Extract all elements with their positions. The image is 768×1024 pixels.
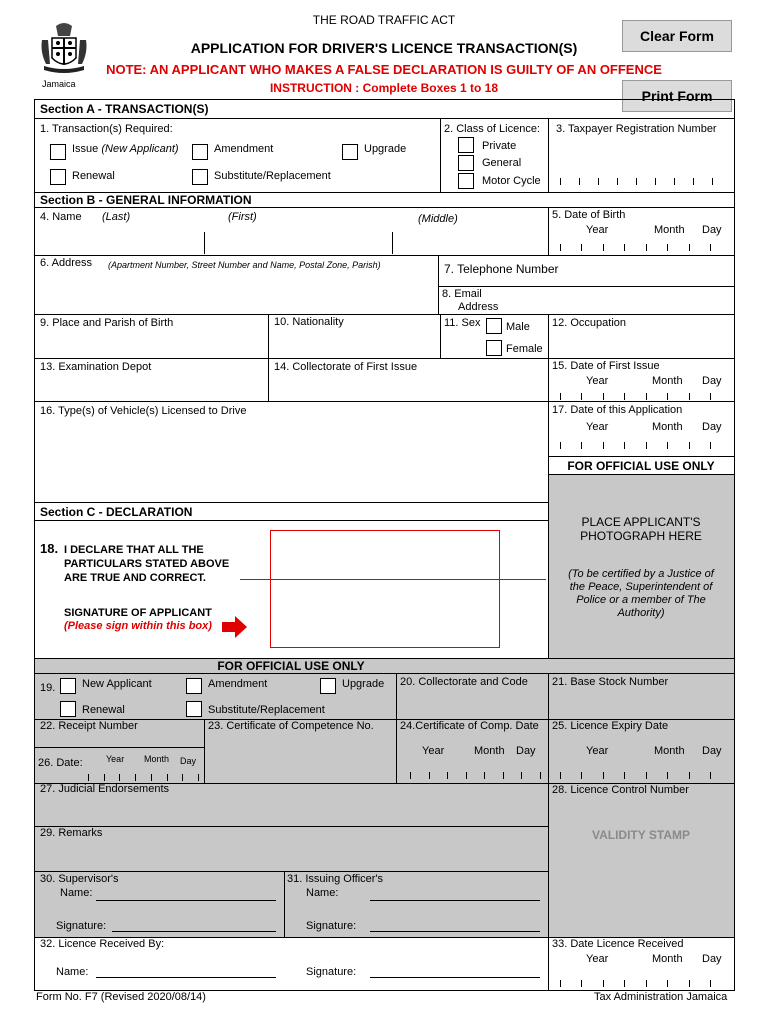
middle-name-label: (Middle) (418, 213, 458, 225)
comp-year-label: Year (422, 745, 445, 757)
received-year-label: Year (586, 953, 609, 965)
field-13-label: 13. Examination Depot (40, 361, 152, 373)
expiry-month-label: Month (654, 745, 685, 757)
trn-input[interactable] (560, 178, 720, 186)
field-30-label: 30. Supervisor's (40, 873, 119, 885)
tick-mark (560, 980, 561, 987)
field-31-label: 31. Issuing Officer's (287, 873, 384, 885)
substitute-checkbox[interactable] (192, 169, 208, 185)
private-checkbox[interactable] (458, 137, 474, 153)
tick-mark (560, 393, 561, 400)
official-substitute-label: Substitute/Replacement (208, 704, 325, 716)
tick-mark (603, 393, 604, 400)
tick-mark (503, 772, 504, 779)
photo-area (549, 474, 734, 658)
name-input[interactable] (36, 226, 546, 254)
tick-mark (624, 980, 625, 987)
field-3-label: 3. Taxpayer Registration Number (556, 123, 717, 135)
validity-stamp-label: VALIDITY STAMP (591, 828, 690, 842)
upgrade-label: Upgrade (364, 143, 407, 155)
page-title: APPLICATION FOR DRIVER'S LICENCE TRANSACTION(S) (190, 40, 578, 56)
section-a-title: Section A - TRANSACTION(S) (40, 102, 209, 116)
first-issue-day-label: Day (702, 375, 722, 387)
official-upgrade-label: Upgrade (342, 678, 385, 690)
field-6-label: 6. Address (40, 257, 92, 269)
field-28-label: 28. Licence Control Number (552, 784, 689, 796)
tick-mark (624, 393, 625, 400)
tick-mark (581, 244, 582, 251)
female-label: Female (506, 343, 543, 355)
issue-label: Issue (New Applicant) (72, 143, 179, 155)
act-title: THE ROAD TRAFFIC ACT (312, 13, 456, 27)
tick-mark (540, 772, 541, 779)
field-9-label: 9. Place and Parish of Birth (40, 317, 174, 329)
photo-label-2: PHOTOGRAPH HERE (580, 529, 702, 543)
official-upgrade-checkbox[interactable] (320, 678, 336, 694)
amendment-checkbox[interactable] (192, 144, 208, 160)
upgrade-checkbox[interactable] (342, 144, 358, 160)
general-checkbox[interactable] (458, 155, 474, 171)
first-name-label: (First) (228, 211, 257, 223)
field-25-label: 25. Licence Expiry Date (552, 720, 669, 732)
officer-signature-input[interactable] (370, 931, 540, 932)
tick-mark (710, 772, 711, 779)
official-new-applicant-label: New Applicant (82, 678, 152, 690)
supervisor-name-input[interactable] (96, 900, 276, 901)
comp-month-label: Month (474, 745, 505, 757)
tick-mark (624, 772, 625, 779)
received-name-input[interactable] (96, 977, 276, 978)
field-5-label: 5. Date of Birth (552, 209, 626, 221)
tick-mark (646, 772, 647, 779)
tick-mark (674, 178, 675, 185)
photo-note-4: Authority) (617, 607, 665, 619)
general-label: General (482, 157, 522, 169)
official-use-heading: FOR OFFICIAL USE ONLY (567, 459, 715, 473)
dob-input[interactable] (560, 244, 720, 252)
tick-mark (560, 772, 561, 779)
received-signature-input[interactable] (370, 977, 540, 978)
clear-form-button[interactable]: Clear Form (622, 20, 732, 52)
tick-mark (712, 178, 713, 185)
application-month-label: Month (652, 421, 683, 433)
photo-label-1: PLACE APPLICANT'S (581, 515, 701, 529)
declaration-line-3: ARE TRUE AND CORRECT. (64, 572, 206, 584)
coat-caption: Jamaica (42, 79, 76, 89)
field-24-label: 24.Certificate of Comp. Date (400, 720, 539, 732)
signature-box[interactable] (270, 530, 500, 648)
signature-hint: (Please sign within this box) (64, 620, 212, 632)
application-year-label: Year (586, 421, 609, 433)
female-checkbox[interactable] (486, 340, 502, 356)
field-20-label: 20. Collectorate and Code (400, 676, 528, 688)
field-32-label: 32. Licence Received By: (40, 938, 165, 950)
field-4-label: 4. Name (40, 211, 82, 223)
tick-mark (198, 774, 199, 781)
tick-mark (655, 178, 656, 185)
official-use-area (35, 658, 734, 938)
comp-date-input[interactable] (410, 772, 544, 780)
field-7-label: 7. Telephone Number (444, 262, 559, 276)
tick-mark (104, 774, 105, 781)
application-date-input[interactable] (560, 442, 720, 450)
motorcycle-label: Motor Cycle (482, 175, 541, 187)
supervisor-signature-input[interactable] (112, 931, 276, 932)
official-renewal-label: Renewal (82, 704, 125, 716)
tick-mark (646, 442, 647, 449)
expiry-year-label: Year (586, 745, 609, 757)
tick-mark (667, 442, 668, 449)
print-form-button[interactable]: Print Form (622, 80, 732, 112)
expiry-date-input[interactable] (560, 772, 720, 780)
date-26-day-label: Day (180, 756, 197, 766)
official-use-title: FOR OFFICIAL USE ONLY (217, 659, 365, 673)
tick-mark (466, 772, 467, 779)
tick-mark (581, 393, 582, 400)
tick-mark (581, 772, 582, 779)
tick-mark (560, 178, 561, 185)
tick-mark (667, 393, 668, 400)
tick-mark (410, 772, 411, 779)
tick-mark (710, 442, 711, 449)
supervisor-signature-label: Signature: (56, 920, 107, 932)
tick-mark (646, 980, 647, 987)
address-input[interactable] (36, 272, 436, 312)
date-26-input[interactable] (88, 774, 200, 782)
field-10-label: 10. Nationality (274, 316, 344, 328)
field-23-label: 23. Certificate of Competence No. (208, 720, 374, 732)
issue-checkbox[interactable] (50, 144, 66, 160)
instruction: INSTRUCTION : Complete Boxes 1 to 18 (269, 81, 499, 95)
supervisor-name-label: Name: (60, 887, 93, 899)
private-label: Private (482, 140, 517, 152)
motorcycle-checkbox[interactable] (458, 173, 474, 189)
vehicle-types-input[interactable] (36, 420, 546, 500)
male-checkbox[interactable] (486, 318, 502, 334)
tick-mark (167, 774, 168, 781)
tick-mark (135, 774, 136, 781)
tick-mark (617, 178, 618, 185)
tick-mark (624, 442, 625, 449)
field-11-label: 11. Sex (444, 317, 481, 329)
received-signature-label: Signature: (306, 966, 357, 978)
first-issue-year-label: Year (586, 375, 609, 387)
section-c-title: Section C - DECLARATION (40, 505, 193, 519)
tick-mark (560, 442, 561, 449)
address-hint: (Apartment Number, Street Number and Name, Postal Zone, Parish) (108, 260, 381, 270)
photo-note-3: Police or a member of The (576, 594, 706, 606)
received-day-label: Day (702, 953, 722, 965)
dob-month-label: Month (654, 224, 685, 236)
field-21-label: 21. Base Stock Number (552, 676, 669, 688)
official-new-applicant-checkbox[interactable] (60, 678, 76, 694)
tick-mark (646, 244, 647, 251)
tick-mark (429, 772, 430, 779)
first-issue-month-label: Month (652, 375, 683, 387)
agency-name: Tax Administration Jamaica (594, 991, 728, 1003)
tick-mark (579, 178, 580, 185)
arrow-right-icon (222, 615, 248, 639)
application-day-label: Day (702, 421, 722, 433)
tick-mark (689, 393, 690, 400)
field-8-label-2: Address (458, 301, 499, 313)
official-renewal-checkbox[interactable] (60, 701, 76, 717)
tick-mark (689, 772, 690, 779)
tick-mark (603, 980, 604, 987)
field-12-label: 12. Occupation (552, 317, 626, 329)
photo-note-2: the Peace, Superintendent of (569, 581, 713, 593)
official-substitute-checkbox[interactable] (186, 701, 202, 717)
amendment-label: Amendment (214, 143, 274, 155)
received-date-input[interactable] (560, 980, 720, 988)
tick-mark (603, 244, 604, 251)
field-2-label: 2. Class of Licence: (444, 123, 540, 135)
tick-mark (689, 980, 690, 987)
field-1-label: 1. Transaction(s) Required: (40, 123, 173, 135)
date-26-year-label: Year (106, 754, 125, 764)
field-16-label: 16. Type(s) of Vehicle(s) Licensed to Drive (40, 405, 247, 417)
tick-mark (151, 774, 152, 781)
tick-mark (667, 980, 668, 987)
received-month-label: Month (652, 953, 683, 965)
field-19-label: 19. (40, 682, 56, 694)
dob-day-label: Day (702, 224, 722, 236)
tick-mark (646, 393, 647, 400)
tick-mark (667, 772, 668, 779)
tick-mark (521, 772, 522, 779)
tick-mark (636, 178, 637, 185)
tick-mark (624, 244, 625, 251)
substitute-label: Substitute/Replacement (214, 170, 331, 182)
tick-mark (484, 772, 485, 779)
tick-mark (603, 442, 604, 449)
field-17-label: 17. Date of this Application (552, 404, 683, 416)
last-name-label: (Last) (102, 211, 131, 223)
received-name-label: Name: (56, 966, 89, 978)
tick-mark (710, 393, 711, 400)
officer-signature-label: Signature: (306, 920, 357, 932)
tick-mark (710, 244, 711, 251)
first-issue-date-input[interactable] (560, 393, 720, 401)
male-label: Male (506, 321, 530, 333)
comp-day-label: Day (516, 745, 536, 757)
tick-mark (88, 774, 89, 781)
signature-label: SIGNATURE OF APPLICANT (64, 607, 212, 619)
expiry-day-label: Day (702, 745, 722, 757)
photo-note-1: (To be certified by a Justice of (568, 568, 714, 580)
tick-mark (689, 442, 690, 449)
tick-mark (598, 178, 599, 185)
officer-name-label: Name: (306, 887, 339, 899)
field-8-label: 8. Email (442, 288, 482, 300)
tick-mark (667, 244, 668, 251)
tick-mark (182, 774, 183, 781)
tick-mark (119, 774, 120, 781)
form-number: Form No. F7 (Revised 2020/08/14) (36, 991, 206, 1003)
declaration-line-2: PARTICULARS STATED ABOVE (64, 558, 230, 570)
renewal-label: Renewal (72, 170, 115, 182)
tick-mark (693, 178, 694, 185)
renewal-checkbox[interactable] (50, 169, 66, 185)
dob-year-label: Year (586, 224, 609, 236)
field-27-label: 27. Judicial Endorsements (40, 783, 170, 795)
tick-mark (560, 244, 561, 251)
field-33-label: 33. Date Licence Received (552, 938, 684, 950)
field-29-label: 29. Remarks (40, 827, 103, 839)
section-b-title: Section B - GENERAL INFORMATION (40, 193, 252, 207)
signature-guide-line (240, 579, 546, 580)
field-26-label: 26. Date: (38, 757, 83, 769)
field-14-label: 14. Collectorate of First Issue (274, 361, 418, 373)
official-amendment-checkbox[interactable] (186, 678, 202, 694)
officer-name-input[interactable] (370, 900, 540, 901)
tick-mark (581, 442, 582, 449)
tick-mark (603, 772, 604, 779)
tick-mark (447, 772, 448, 779)
declaration-line-1: I DECLARE THAT ALL THE (64, 544, 204, 556)
field-18-label: 18. (40, 541, 59, 556)
tick-mark (689, 244, 690, 251)
tick-mark (710, 980, 711, 987)
warning-note: NOTE: AN APPLICANT WHO MAKES A FALSE DECLARATION IS GUILTY OF AN OFFENCE (106, 62, 662, 77)
official-amendment-label: Amendment (208, 678, 268, 690)
date-26-month-label: Month (144, 754, 170, 764)
field-15-label: 15. Date of First Issue (552, 360, 660, 372)
field-22-label: 22. Receipt Number (40, 720, 138, 732)
tick-mark (581, 980, 582, 987)
